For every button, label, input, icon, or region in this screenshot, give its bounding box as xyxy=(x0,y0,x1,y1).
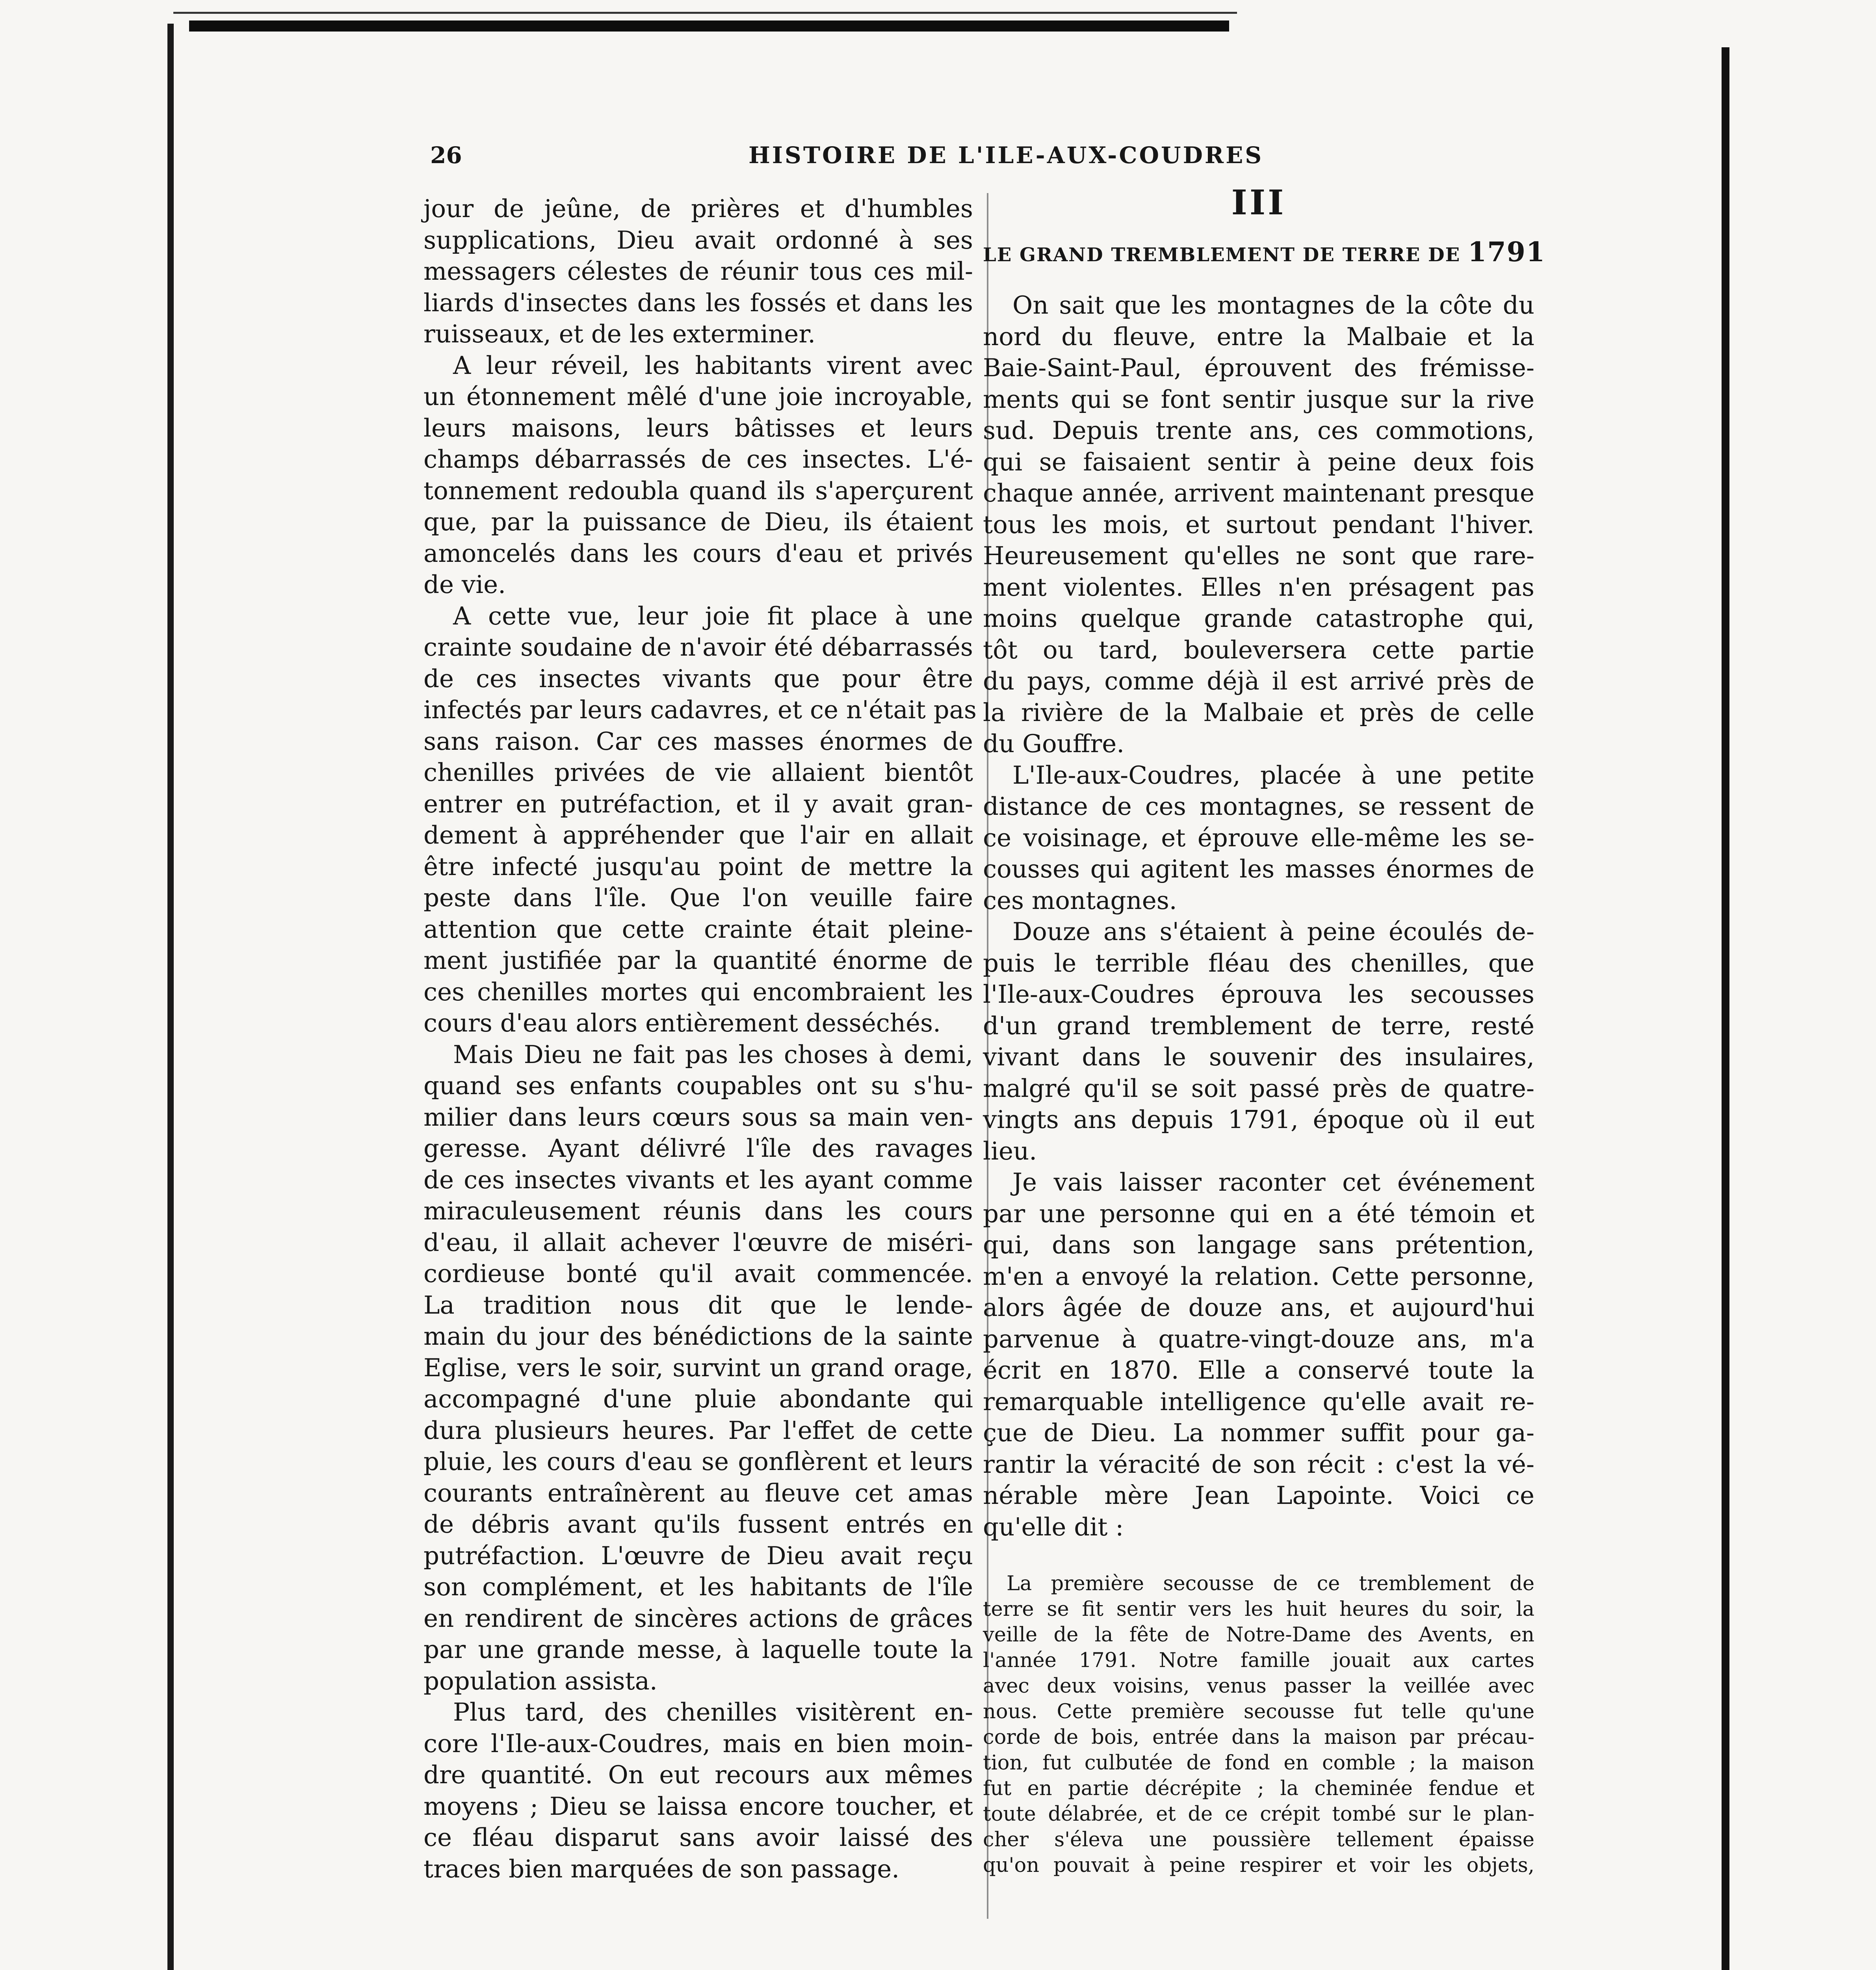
text-line: entrer en putréfaction, et il y avait gran- xyxy=(423,789,973,818)
text-line: Je vais laisser raconter cet événement xyxy=(1012,1168,1534,1197)
text-line: d'un grand tremblement de terre, resté xyxy=(983,1011,1534,1040)
text-line: liards d'insectes dans les fossés et dans les xyxy=(423,288,973,317)
text-line: La tradition nous dit que le lende- xyxy=(423,1290,973,1320)
text-line: accompagné d'une pluie abondante qui xyxy=(423,1385,973,1413)
text-line: champs débarrassés de ces insectes. L'é- xyxy=(423,445,973,474)
text-line: attention que cette crainte était pleine- xyxy=(423,914,973,944)
text-line: de vie. xyxy=(423,570,506,599)
chapter-title xyxy=(983,236,1546,290)
quote-line: veille de la fête de Notre-Dame des Avents, en xyxy=(983,1623,1534,1647)
text-line: sans raison. Car ces masses énormes de xyxy=(423,727,973,756)
text-line: tôt ou tard, bouleversera cette partie xyxy=(983,635,1534,664)
quote-line: La première secousse de ce tremblement de xyxy=(1007,1572,1534,1595)
text-line: supplications, Dieu avait ordonné à ses xyxy=(423,225,973,255)
running-title: HISTOIRE DE L'ILE-AUX-COUDRES xyxy=(749,142,1264,169)
text-line: milier dans leurs cœurs sous sa main ven- xyxy=(423,1102,973,1132)
text-line: sud. Depuis trente ans, ces commotions, xyxy=(983,416,1534,445)
text-line: l'Ile-aux-Coudres éprouva les secousses xyxy=(983,980,1534,1009)
quote-line: l'année 1791. Notre famille jouait aux cartes xyxy=(983,1649,1534,1672)
text-line: leurs maisons, leurs bâtisses et leurs xyxy=(423,413,973,442)
text-line: puis le terrible fléau des chenilles, que xyxy=(983,948,1534,978)
chapter-title-text: LE GRAND TREMBLEMENT DE TERRE DE xyxy=(983,244,1461,266)
text-line: son complément, et les habitants de l'île xyxy=(423,1572,973,1601)
text-line: ruisseaux, et de les exterminer. xyxy=(423,320,816,348)
text-line: ments qui se font sentir jusque sur la rive xyxy=(983,385,1534,414)
text-line: courants entraînèrent au fleuve cet amas xyxy=(423,1478,973,1507)
text-line: cordieuse bonté qu'il avait commencée. xyxy=(423,1259,973,1288)
text-line: peste dans l'île. Que l'on veuille faire xyxy=(423,883,973,912)
right-column-text xyxy=(983,290,1534,1543)
text-line: un étonnement mêlé d'une joie incroyable, xyxy=(423,382,973,411)
quote-line: tion, fut culbutée de fond en comble ; la maison xyxy=(983,1751,1534,1775)
text-line: du Gouffre. xyxy=(983,729,1125,758)
text-line: du pays, comme déjà il est arrivé près de xyxy=(983,667,1534,695)
text-line: par une grande messe, à laquelle toute la xyxy=(423,1635,973,1664)
text-line: traces bien marquées de son passage. xyxy=(423,1854,900,1883)
text-line: qui se faisaient sentir à peine deux fois xyxy=(983,447,1534,476)
text-line: dement à appréhender que l'air en allait xyxy=(423,821,973,849)
text-line: L'Ile-aux-Coudres, placée à une petite xyxy=(1012,760,1534,790)
text-line: malgré qu'il se soit passé près de quatre- xyxy=(983,1074,1534,1103)
text-line: vivant dans le souvenir des insulaires, xyxy=(983,1043,1534,1071)
text-line: la rivière de la Malbaie et près de celle xyxy=(983,698,1534,727)
text-line: A leur réveil, les habitants virent avec xyxy=(453,351,973,380)
quote-line: fut en partie décrépite ; la cheminée fendue et xyxy=(983,1777,1534,1800)
text-line: Eglise, vers le soir, survint un grand orage, xyxy=(423,1353,973,1382)
text-line: quand ses enfants coupables ont su s'hu- xyxy=(423,1071,973,1100)
text-line: amoncelés dans les cours d'eau et privés xyxy=(423,539,973,568)
text-line: dre quantité. On eut recours aux mêmes xyxy=(423,1760,973,1789)
text-line: crainte soudaine de n'avoir été débarrassés xyxy=(423,633,973,662)
text-line: moyens ; Dieu se laissa encore toucher, et xyxy=(423,1792,973,1821)
text-line: cousses qui agitent les masses énormes de xyxy=(983,855,1534,883)
quote-line: qu'on pouvait à peine respirer et voir les objets, xyxy=(983,1854,1534,1877)
text-line: tonnement redoubla quand ils s'aperçurent xyxy=(423,476,973,505)
text-line: geresse. Ayant délivré l'île des ravages xyxy=(423,1134,973,1163)
page-number: 26 xyxy=(430,142,462,169)
text-line: alors âgée de douze ans, et aujourd'hui xyxy=(983,1293,1534,1322)
quote-line: avec deux voisins, venus passer la veillée avec xyxy=(983,1674,1534,1698)
text-line: vingts ans depuis 1791, époque où il eut xyxy=(983,1105,1534,1134)
text-line: Douze ans s'étaient à peine écoulés de- xyxy=(1012,917,1534,946)
left-column xyxy=(423,193,977,1885)
quote-line: terre se fit sentir vers les huit heures du soir, la xyxy=(983,1598,1534,1621)
text-line: nérable mère Jean Lapointe. Voici ce xyxy=(983,1481,1534,1510)
text-line: pluie, les cours d'eau se gonflèrent et leurs xyxy=(423,1447,973,1476)
scan-edge-line xyxy=(173,12,1237,14)
text-line: que, par la puissance de Dieu, ils étaient xyxy=(423,507,973,536)
text-line: chaque année, arrivent maintenant presque xyxy=(983,479,1534,507)
text-line: population assista. xyxy=(423,1666,658,1695)
text-line: messagers célestes de réunir tous ces mil- xyxy=(423,257,973,286)
text-line: rantir la véracité de son récit : c'est la vé- xyxy=(983,1450,1534,1479)
text-line: remarquable intelligence qu'elle avait re- xyxy=(983,1387,1534,1416)
text-line: dura plusieurs heures. Par l'effet de cette xyxy=(423,1416,973,1445)
quote-line: toute délabrée, et de ce crépit tombé sur le plan- xyxy=(983,1803,1534,1826)
text-line: par une personne qui en a été témoin et xyxy=(983,1199,1534,1228)
quote-line: cher s'éleva une poussière tellement épaisse xyxy=(983,1828,1534,1851)
text-line: tous les mois, et surtout pendant l'hiver. xyxy=(983,510,1534,539)
quote-line: nous. Cette première secousse fut telle qu'une xyxy=(983,1700,1534,1723)
text-line: ces chenilles mortes qui encombraient les xyxy=(423,977,973,1006)
chapter-title-year: 1791 xyxy=(1467,236,1546,268)
text-line: qui, dans son langage sans prétention, xyxy=(983,1230,1534,1259)
text-line: On sait que les montagnes de la côte du xyxy=(1012,291,1534,320)
top-rule xyxy=(189,20,1229,32)
text-line: Baie-Saint-Paul, éprouvent des frémisse- xyxy=(983,353,1534,382)
text-line: chenilles privées de vie allaient bientôt xyxy=(423,758,973,787)
text-line: en rendirent de sincères actions de grâces xyxy=(423,1604,973,1633)
text-line: ce fléau disparut sans avoir laissé des xyxy=(423,1823,973,1852)
text-line: d'eau, il allait achever l'œuvre de miséri- xyxy=(423,1228,973,1257)
text-line: être infecté jusqu'au point de mettre la xyxy=(423,852,973,881)
quote-line: corde de bois, entrée dans la maison par précau- xyxy=(983,1726,1534,1749)
text-line: Heureusement qu'elles ne sont que rare- xyxy=(983,541,1534,570)
text-line: core l'Ile-aux-Coudres, mais en bien moin- xyxy=(423,1729,973,1758)
right-page-edge xyxy=(1722,47,1729,1970)
text-line: ment violentes. Elles n'en présagent pas xyxy=(983,572,1534,602)
text-line: Mais Dieu ne fait pas les choses à demi, xyxy=(453,1040,973,1069)
text-line: jour de jeûne, de prières et d'humbles xyxy=(423,194,973,223)
text-line: lieu. xyxy=(983,1136,1037,1165)
text-line: qu'elle dit : xyxy=(983,1512,1124,1541)
text-line: miraculeusement réunis dans les cours xyxy=(423,1197,973,1225)
text-line: cours d'eau alors entièrement desséchés. xyxy=(423,1009,941,1037)
text-line: nord du fleuve, entre la Malbaie et la xyxy=(983,322,1534,351)
text-line: parvenue à quatre-vingt-douze ans, m'a xyxy=(983,1324,1534,1353)
text-line: ce voisinage, et éprouve elle-même les se- xyxy=(983,823,1534,852)
text-line: çue de Dieu. La nommer suffit pour ga- xyxy=(983,1418,1534,1447)
text-line: m'en a envoyé la relation. Cette personne, xyxy=(983,1262,1534,1291)
text-line: de débris avant qu'ils fussent entrés en xyxy=(423,1510,973,1539)
quoted-testimony xyxy=(983,1571,1534,1878)
text-line: Plus tard, des chenilles visitèrent en- xyxy=(453,1698,973,1727)
text-line: écrit en 1870. Elle a conservé toute la xyxy=(983,1356,1534,1385)
text-line: main du jour des bénédictions de la sainte xyxy=(423,1322,973,1351)
text-line: ment justifiée par la quantité énorme de xyxy=(423,946,973,975)
text-line: ces montagnes. xyxy=(983,886,1177,915)
text-line: A cette vue, leur joie fit place à une xyxy=(453,601,973,630)
text-line: de ces insectes vivants que pour être xyxy=(423,664,973,693)
chapter-number: III xyxy=(1231,183,1286,223)
text-line: distance de ces montagnes, se ressent de xyxy=(983,792,1534,821)
text-line: infectés par leurs cadavres, et ce n'était pas xyxy=(423,695,977,724)
right-column xyxy=(983,181,1546,1878)
text-line: putréfaction. L'œuvre de Dieu avait reçu xyxy=(423,1541,973,1570)
text-line: de ces insectes vivants et les ayant comme xyxy=(423,1165,973,1194)
left-column-text xyxy=(423,193,977,1885)
left-page-edge xyxy=(167,24,174,1970)
text-line: moins quelque grande catastrophe qui, xyxy=(983,604,1534,633)
